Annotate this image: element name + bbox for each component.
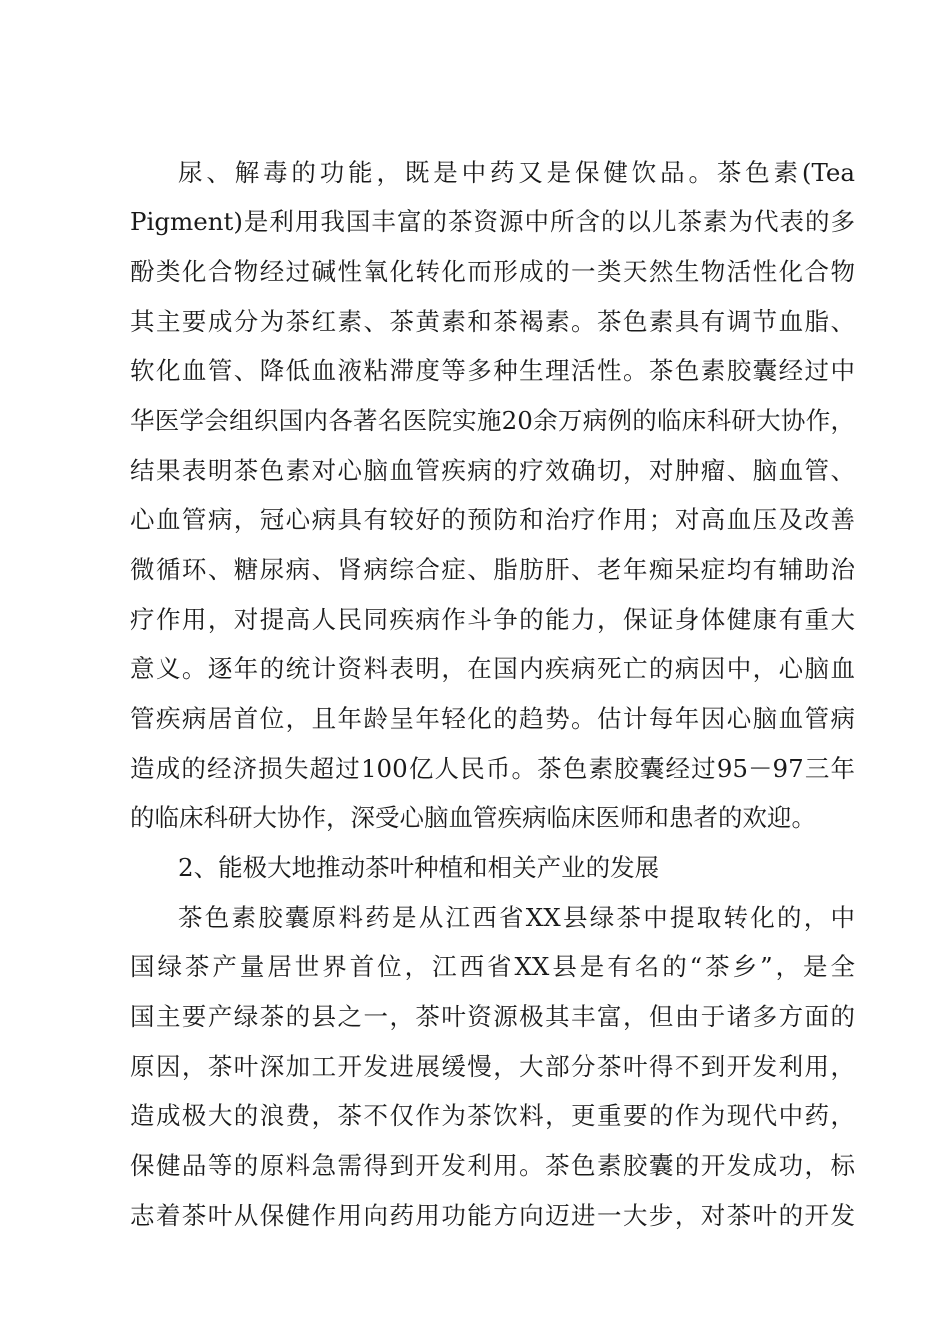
text-line: 管疾病居首位，且年龄呈年轻化的趋势。估计每年因心脑血管病 — [130, 704, 855, 733]
text-line: 酚类化合物经过碱性氧化转化而形成的一类天然生物活性化合物 — [130, 257, 855, 286]
text-line: 国主要产绿茶的县之一，茶叶资源极其丰富，但由于诸多方面的 — [130, 1002, 855, 1031]
text-line: 的临床科研大协作，深受心脑血管疾病临床医师和患者的欢迎。 — [130, 803, 816, 832]
text-line: 尿、解毒的功能，既是中药又是保健饮品。茶色素(Tea — [178, 158, 855, 187]
text-line: 志着茶叶从保健作用向药用功能方向迈进一大步，对茶叶的开发 — [130, 1201, 855, 1230]
text-line: Pigment)是利用我国丰富的茶资源中所含的以儿茶素为代表的多 — [130, 207, 855, 236]
text-line: 造成的经济损失超过100亿人民币。茶色素胶囊经过95－97三年 — [130, 754, 855, 783]
text-line: 国绿茶产量居世界首位，江西省XX县是有名的“茶乡”，是全 — [130, 952, 855, 981]
text-line: 软化血管、降低血液粘滞度等多种生理活性。茶色素胶囊经过中 — [130, 356, 855, 385]
text-line: 其主要成分为茶红素、茶黄素和茶褐素。茶色素具有调节血脂、 — [130, 307, 855, 336]
text-line: 茶色素胶囊原料药是从江西省XX县绿茶中提取转化的，中 — [178, 903, 855, 932]
text-line: 意义。逐年的统计资料表明，在国内疾病死亡的病因中，心脑血 — [130, 654, 855, 683]
text-line: 结果表明茶色素对心脑血管疾病的疗效确切，对肿瘤、脑血管、 — [130, 456, 855, 485]
text-line: 华医学会组织国内各著名医院实施20余万病例的临床科研大协作， — [130, 406, 855, 435]
section-heading: 2、能极大地推动茶叶种植和相关产业的发展 — [178, 853, 660, 882]
text-line: 微循环、糖尿病、肾病综合症、脂肪肝、老年痴呆症均有辅助治 — [130, 555, 855, 584]
text-line: 造成极大的浪费，茶不仅作为茶饮料，更重要的作为现代中药， — [130, 1101, 855, 1130]
text-line: 疗作用，对提高人民同疾病作斗争的能力，保证身体健康有重大 — [130, 605, 855, 634]
text-line: 原因，茶叶深加工开发进展缓慢，大部分茶叶得不到开发利用， — [130, 1052, 855, 1081]
text-line: 心血管病，冠心病具有较好的预防和治疗作用；对高血压及改善 — [130, 505, 855, 534]
text-line: 保健品等的原料急需得到开发利用。茶色素胶囊的开发成功，标 — [130, 1151, 855, 1180]
